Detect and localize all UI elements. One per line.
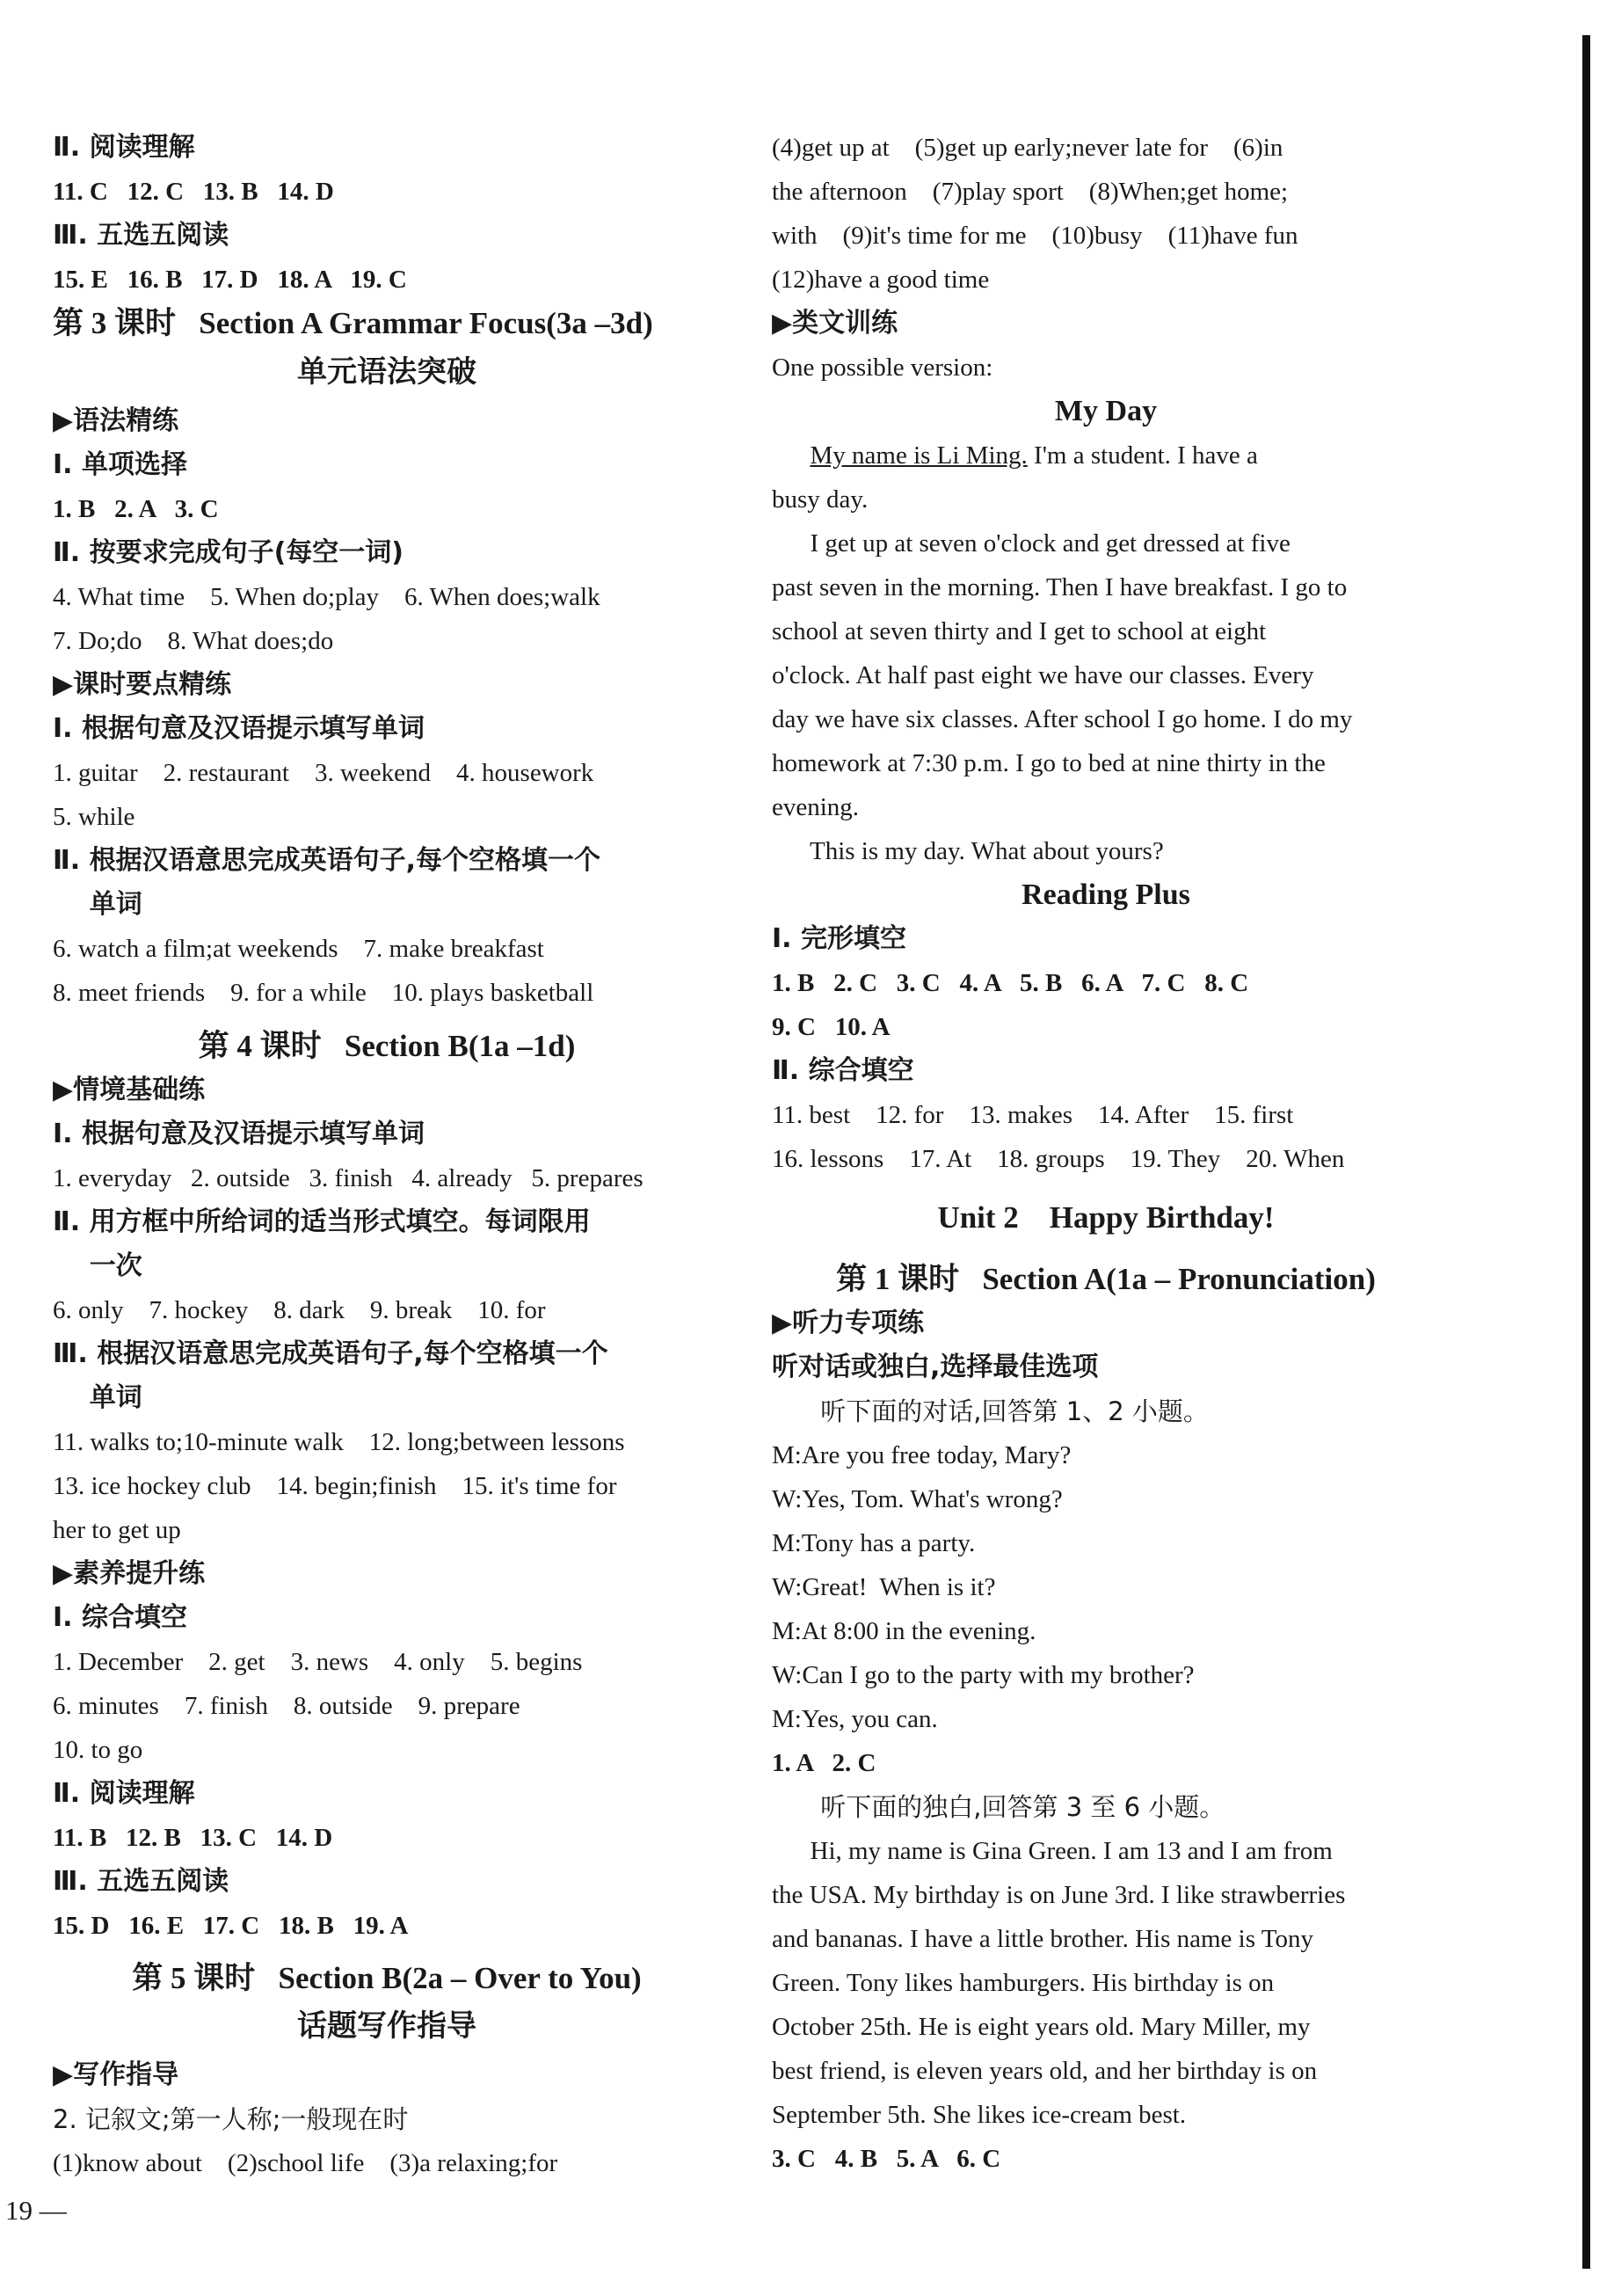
left-line-16: 5. while	[53, 803, 135, 831]
right-line-31: W:Yes, Tom. What's wrong?	[772, 1485, 1063, 1513]
left-line-18: 单词	[53, 889, 142, 920]
right-line-23: 11. best 12. for 13. makes 14. After 15. first	[772, 1101, 1294, 1129]
right-line-28: 听对话或独白,选择最佳选项	[772, 1352, 1099, 1382]
right-line-2: the afternoon (7)play sport (8)When;get home;	[772, 178, 1289, 206]
right-line-1: (4)get up at (5)get up early;never late for (6)in	[772, 134, 1283, 162]
left-line-8: Ⅰ. 单项选择	[53, 449, 188, 480]
left-line-43: 话题写作指导	[297, 2010, 476, 2043]
right-line-4: (12)have a good time	[772, 266, 990, 294]
left-line-12: 7. Do;do 8. What does;do	[53, 627, 334, 655]
left-line-17: Ⅱ. 根据汉语意思完成英语句子,每个空格填一个	[53, 845, 600, 876]
left-line-41: 15. D 16. E 17. C 18. B 19. A	[53, 1912, 409, 1940]
right-line-10: I get up at seven o'clock and get dressed at five	[772, 529, 1290, 558]
underlined-intro: My name is Li Ming.	[810, 441, 1028, 470]
left-line-7: ▶语法精练	[53, 405, 179, 436]
right-line-30: M:Are you free today, Mary?	[772, 1441, 1072, 1469]
left-line-37: 10. to go	[53, 1736, 143, 1764]
left-line-24: 1. everyday 2. outside 3. finish 4. already 5. prepares	[53, 1164, 643, 1192]
right-line-6: One possible version:	[772, 354, 993, 382]
left-line-3: Ⅲ. 五选五阅读	[53, 220, 229, 251]
left-line-38: Ⅱ. 阅读理解	[53, 1778, 195, 1809]
left-line-44: ▶写作指导	[53, 2059, 179, 2090]
left-line-9: 1. B 2. A 3. C	[53, 495, 219, 523]
right-line-7: My Day	[1054, 395, 1158, 427]
right-line-16: evening.	[772, 793, 860, 821]
left-line-15: 1. guitar 2. restaurant 3. weekend 4. housework	[53, 759, 594, 787]
left-line-36: 6. minutes 7. finish 8. outside 9. prepare	[53, 1692, 520, 1720]
right-line-37: 1. A 2. C	[772, 1749, 876, 1777]
right-line-35: W:Can I go to the party with my brother?	[772, 1661, 1195, 1689]
right-line-40: the USA. My birthday is on June 3rd. I like strawberries	[772, 1881, 1346, 1909]
left-line-19: 6. watch a film;at weekends 7. make breakfast	[53, 935, 544, 963]
left-line-20: 8. meet friends 9. for a while 10. plays basketball	[53, 979, 594, 1007]
right-line-33: W:Great! When is it?	[772, 1573, 996, 1601]
right-line-27: ▶听力专项练	[772, 1308, 925, 1338]
left-line-30: 11. walks to;10-minute walk 12. long;between lessons	[53, 1428, 625, 1456]
right-line-42: Green. Tony likes hamburgers. His birthday is on	[772, 1969, 1275, 1997]
left-line-39: 11. B 12. B 13. C 14. D	[53, 1824, 333, 1852]
right-line-41: and bananas. I have a little brother. His name is Tony	[772, 1925, 1313, 1953]
left-line-10: Ⅱ. 按要求完成句子(每空一词)	[53, 537, 404, 568]
right-line-12: school at seven thirty and I get to school at eight	[772, 617, 1267, 645]
right-line-15: homework at 7:30 p.m. I go to bed at nine thirty in the	[772, 749, 1326, 777]
left-line-11: 4. What time 5. When do;play 6. When does;walk	[53, 583, 600, 611]
left-line-28: Ⅲ. 根据汉语意思完成英语句子,每个空格填一个	[53, 1338, 608, 1369]
left-line-31: 13. ice hockey club 14. begin;finish 15. it's time for	[53, 1472, 617, 1500]
right-line-5: ▶类文训练	[772, 308, 898, 339]
right-line-34: M:At 8:00 in the evening.	[772, 1617, 1036, 1645]
right-line-14: day we have six classes. After school I go home. I do my	[772, 705, 1353, 733]
left-line-29: 单词	[53, 1382, 142, 1413]
right-line-3: with (9)it's time for me (10)busy (11)have fun	[772, 222, 1298, 250]
left-line-13: ▶课时要点精练	[53, 669, 232, 700]
right-line-9: busy day.	[772, 485, 869, 514]
right-line-36: M:Yes, you can.	[772, 1705, 938, 1733]
right-line-38: 听下面的独白,回答第 3 至 6 小题。	[772, 1792, 1225, 1822]
right-line-17: This is my day. What about yours?	[772, 837, 1164, 865]
left-line-4: 15. E 16. B 17. D 18. A 19. C	[53, 266, 407, 294]
right-line-20: 1. B 2. C 3. C 4. A 5. B 6. A 7. C 8. C	[772, 969, 1249, 997]
right-line-19: Ⅰ. 完形填空	[772, 923, 907, 954]
right-line-18: Reading Plus	[1021, 878, 1190, 911]
left-line-26: 一次	[53, 1250, 142, 1281]
left-line-2: 11. C 12. C 13. B 14. D	[53, 178, 334, 206]
left-line-23: Ⅰ. 根据句意及汉语提示填写单词	[53, 1119, 425, 1149]
left-line-42: 第 5 课时 Section B(2a – Over to You)	[132, 1961, 642, 1995]
right-line-21: 9. C 10. A	[772, 1013, 891, 1041]
left-line-1: Ⅱ. 阅读理解	[53, 132, 195, 163]
right-line-22: Ⅱ. 综合填空	[772, 1055, 914, 1086]
right-line-32: M:Tony has a party.	[772, 1529, 976, 1557]
left-line-22: ▶情境基础练	[53, 1075, 206, 1105]
right-line-11: past seven in the morning. Then I have breakfast. I go to	[772, 573, 1348, 601]
left-line-14: Ⅰ. 根据句意及汉语提示填写单词	[53, 713, 425, 744]
left-line-33: ▶素养提升练	[53, 1558, 206, 1589]
left-line-6: 单元语法突破	[297, 356, 476, 389]
page-edge-rule	[1582, 35, 1590, 2269]
right-line-29: 听下面的对话,回答第 1、2 小题。	[772, 1396, 1209, 1426]
left-line-21: 第 4 课时 Section B(1a –1d)	[198, 1029, 576, 1063]
left-line-25: Ⅱ. 用方框中所给词的适当形式填空。每词限用	[53, 1206, 591, 1237]
left-line-35: 1. December 2. get 3. news 4. only 5. begins	[53, 1648, 583, 1676]
right-line-45: September 5th. She likes ice-cream best.	[772, 2101, 1187, 2129]
right-line-24: 16. lessons 17. At 18. groups 19. They 20. When	[772, 1145, 1345, 1173]
right-line-25: Unit 2 Happy Birthday!	[937, 1200, 1275, 1235]
right-line-26: 第 1 课时 Section A(1a – Pronunciation)	[836, 1262, 1376, 1296]
left-line-46: (1)know about (2)school life (3)a relaxing;for	[53, 2149, 558, 2177]
left-line-40: Ⅲ. 五选五阅读	[53, 1866, 229, 1897]
right-line-8: My name is Li Ming. I'm a student. I have a	[810, 441, 1258, 470]
right-line-39: Hi, my name is Gina Green. I am 13 and I am from	[772, 1837, 1333, 1865]
right-line-13: o'clock. At half past eight we have our classes. Every	[772, 661, 1314, 689]
page-number: 19 —	[5, 2195, 67, 2226]
left-line-5: 第 3 课时 Section A Grammar Focus(3a –3d)	[53, 306, 653, 340]
left-line-34: Ⅰ. 综合填空	[53, 1602, 188, 1633]
left-line-27: 6. only 7. hockey 8. dark 9. break 10. for	[53, 1296, 546, 1324]
right-line-46: 3. C 4. B 5. A 6. C	[772, 2145, 1001, 2173]
right-line-43: October 25th. He is eight years old. Mary Miller, my	[772, 2013, 1311, 2041]
left-line-45: 2. 记叙文;第一人称;一般现在时	[53, 2104, 409, 2134]
left-line-32: her to get up	[53, 1516, 181, 1544]
right-line-44: best friend, is eleven years old, and her birthday is on	[772, 2057, 1318, 2085]
